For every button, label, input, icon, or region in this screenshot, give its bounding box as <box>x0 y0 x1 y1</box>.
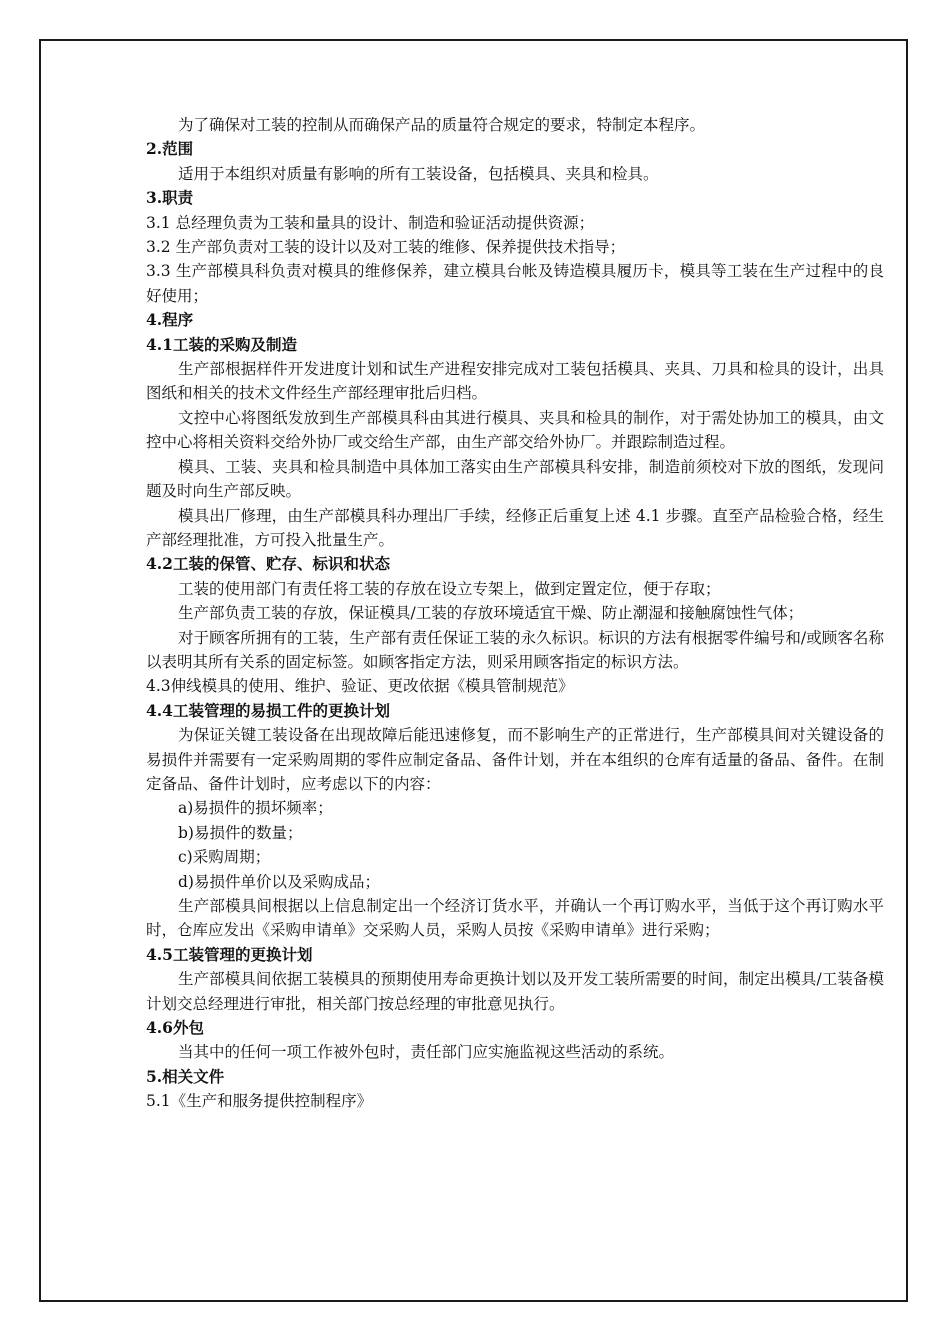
section-4-1-paragraph-3: 模具、工装、夹具和检具制造中具体加工落实由生产部模具科安排，制造前须校对下放的图纸，发现问题及时向生产部反映。 <box>146 457 884 501</box>
intro-paragraph: 为了确保对工装的控制从而确保产品的质量符合规定的要求，特制定本程序。 <box>178 116 706 134</box>
section-4-4-paragraph-1: 为保证关键工装设备在出现故障后能迅速修复，而不影响生产的正常进行，生产部模具间对关键设备的易损件并需要有一定采购周期的零件应制定备品、备件计划，并在本组织的仓库有适量的备品、备件。在制定备品、备件计划时，应考虑以下的内容： <box>146 726 884 793</box>
section-4-1-paragraph-2: 文控中心将图纸发放到生产部模具科由其进行模具、夹具和检具的制作，对于需处协加工的模具，由文控中心将相关资料交给外协厂或交给生产部，由生产部交给外协厂。并跟踪制造过程。 <box>146 408 884 452</box>
section-5-heading: 5.相关文件 <box>146 1066 225 1086</box>
section-3-1: 3.1 总经理负责为工装和量具的设计、制造和验证活动提供资源； <box>146 213 595 232</box>
document-body <box>146 113 884 1114</box>
section-4-heading: 4.程序 <box>146 310 194 330</box>
section-2-heading: 2.范围 <box>146 139 194 159</box>
section-4-6-paragraph-1: 当其中的任何一项工作被外包时，责任部门应实施监视这些活动的系统。 <box>178 1043 675 1062</box>
section-4-4-paragraph-2: 生产部模具间根据以上信息制定出一个经济订货水平，并确认一个再订购水平，当低于这个再订购水平时，仓库应发出《采购申请单》交采购人员，采购人员按《采购申请单》进行采购； <box>146 897 884 940</box>
section-4-2-paragraph-3: 对于顾客所拥有的工装，生产部有责任保证工装的永久标识。标识的方法有根据零件编号和/或顾客名称以表明其所有关系的固定标签。如顾客指定方法，则采用顾客指定的标识方法。 <box>146 628 884 671</box>
section-4-3: 4.3伸线模具的使用、维护、验证、更改依据《模具管制规范》 <box>146 677 574 696</box>
section-3-2: 3.2 生产部负责对工装的设计以及对工装的维修、保养提供技术指导； <box>146 238 626 257</box>
section-4-4-item-a: a)易损件的损坏频率； <box>178 799 333 818</box>
section-4-1-paragraph-1: 生产部根据样件开发进度计划和试生产进程安排完成对工装包括模具、夹具、刀具和检具的设计，出具图纸和相关的技术文件经生产部经理审批后归档。 <box>146 360 884 403</box>
section-4-4-heading: 4.4工装管理的易损工件的更换计划 <box>146 700 390 720</box>
section-4-5-paragraph-1: 生产部模具间依据工装模具的预期使用寿命更换计划以及开发工装所需要的时间，制定出模具/工装备模计划交总经理进行审批，相关部门按总经理的审批意见执行。 <box>146 970 884 1013</box>
section-4-6-heading: 4.6外包 <box>146 1018 204 1038</box>
section-4-4-item-b: b)易损件的数量； <box>178 823 303 842</box>
section-2-text: 适用于本组织对质量有影响的所有工装设备，包括模具、夹具和检具。 <box>178 164 659 183</box>
section-4-1-heading: 4.1工装的采购及制造 <box>146 334 297 354</box>
section-4-2-heading: 4.2工装的保管、贮存、标识和状态 <box>146 554 390 574</box>
section-4-1-paragraph-4: 模具出厂修理，由生产部模具科办理出厂手续，经修正后重复上述 4.1 步骤。直至产品检验合格，经生产部经理批准，方可投入批量生产。 <box>146 506 884 549</box>
section-4-2-paragraph-2: 生产部负责工装的存放，保证模具/工装的存放环境适宜干燥、防止潮湿和接触腐蚀性气体； <box>178 604 804 623</box>
section-3-3: 3.3 生产部模具科负责对模具的维修保养，建立模具台帐及铸造模具履历卡，模具等工装在生产过程中的良好使用； <box>146 262 884 305</box>
section-4-5-heading: 4.5工装管理的更换计划 <box>146 944 313 964</box>
section-4-2-paragraph-1: 工装的使用部门有责任将工装的存放在设立专架上，做到定置定位，便于存取； <box>178 579 721 598</box>
section-5-1: 5.1《生产和服务提供控制程序》 <box>146 1092 373 1111</box>
section-4-4-item-d: d)易损件单价以及采购成品； <box>178 872 380 891</box>
section-3-heading: 3.职责 <box>146 188 194 208</box>
section-4-4-item-c: c)采购周期； <box>178 848 271 867</box>
